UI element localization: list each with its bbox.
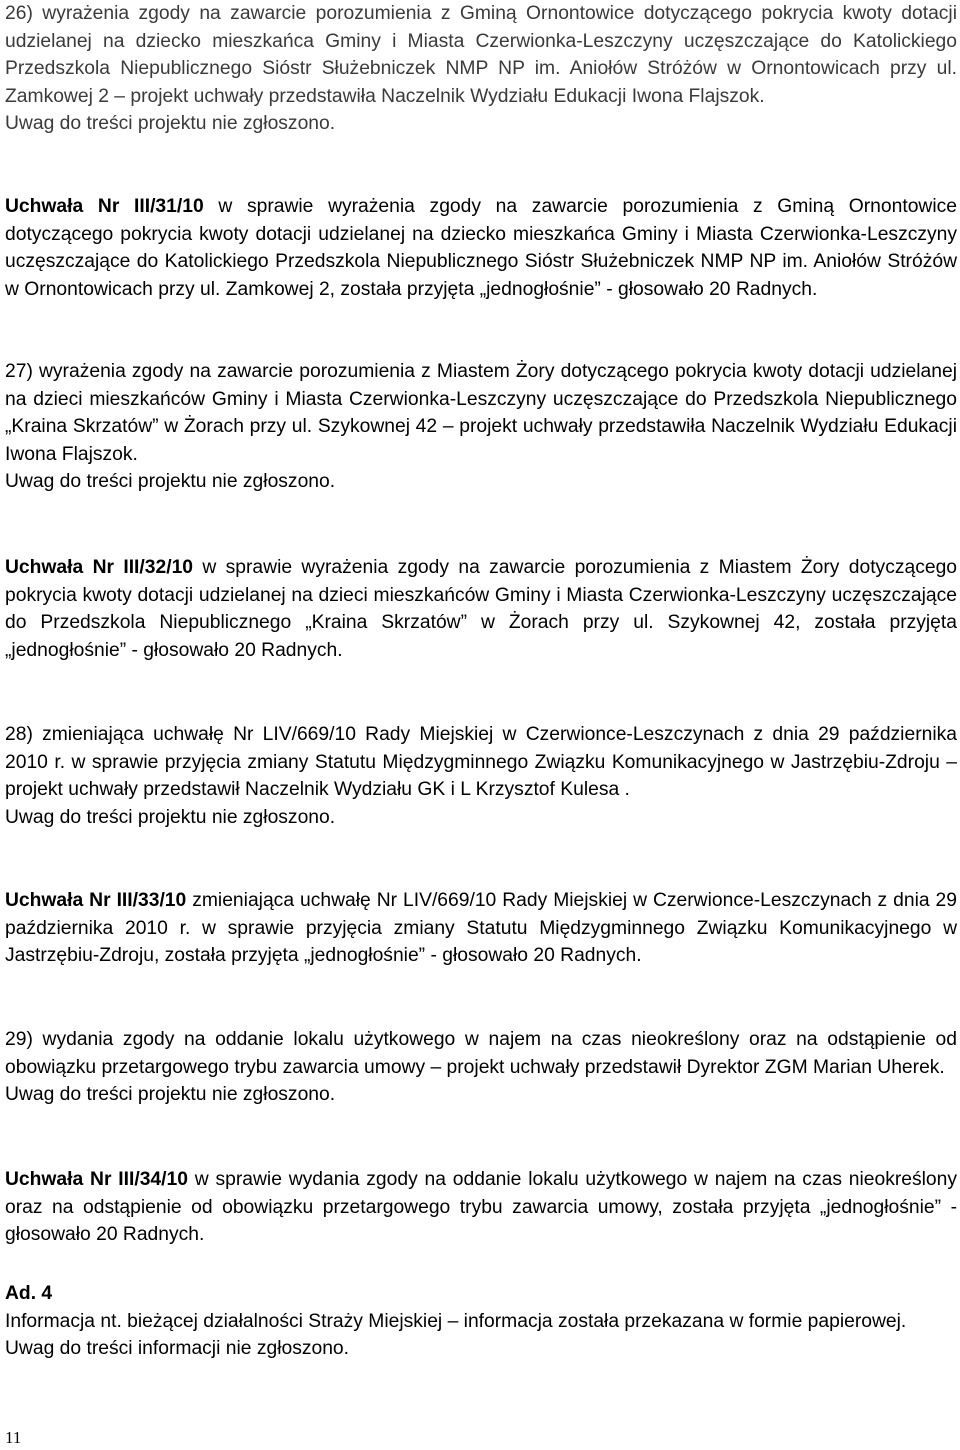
resolution-text: w sprawie wydania zgody na oddanie lokalu użytkowego w najem na czas nieokreślony oraz na odstąpienie od obowiązku przetargowego trybu zawarcia umowy, została przyjęta „jednogłośnie” - głosowało 20 Radnych.: [5, 1169, 958, 1246]
section-heading: Ad. 4: [5, 1283, 53, 1304]
section-ad-4: [5, 1280, 957, 1363]
resolution-label: Uchwała Nr III/33/10: [5, 890, 187, 911]
agenda-item-text: 26) wyrażenia zgody na zawarcie porozumienia z Gminą Ornontowice dotyczącego pokrycia kwoty dotacji udzielanej na dziecko mieszkańca Gminy i Miasta Czerwionka-Leszczyny uczęszczające do Katolickiego Przedszkola Niepublicznego Sióstr Służebniczek NMP NP im. Aniołów Stróżów w Ornontowicach przy ul. Zamkowej 2 – projekt uchwały przedstawiła Naczelnik Wydziału Edukacji Iwona Flajszok.: [5, 3, 957, 107]
agenda-item-26: [5, 0, 957, 138]
resolution-III-34-10: [5, 1166, 957, 1249]
resolution-III-33-10: [5, 887, 957, 970]
agenda-item-28: [5, 721, 957, 831]
agenda-item-text: 29) wydania zgody na oddanie lokalu użytkowego w najem na czas nieokreślony oraz na odstąpienie od obowiązku przetargowego trybu zawarcia umowy – projekt uchwały przedstawił Dyrektor ZGM Marian Uherek.: [5, 1029, 957, 1078]
remark-text: Uwag do treści projektu nie zgłoszono.: [5, 471, 336, 493]
resolution-III-32-10: [5, 554, 957, 664]
remark-text: Uwag do treści projektu nie zgłoszono.: [5, 1084, 336, 1106]
resolution-III-31-10: [5, 193, 957, 303]
remark-text: Uwag do treści informacji nie zgłoszono.: [5, 1338, 350, 1360]
agenda-item-29: [5, 1026, 957, 1109]
agenda-item-text: 28) zmieniająca uchwałę Nr LIV/669/10 Rady Miejskiej w Czerwionce-Leszczynach z dnia 29 października 2010 r. w sprawie przyjęcia zmiany Statutu Międzygminnego Związku Komunikacyjnego w Jastrzębiu-Zdroju – projekt uchwały przedstawił Naczelnik Wydziału GK i L Krzysztof Kulesa .: [5, 724, 957, 801]
agenda-item-27: [5, 358, 957, 496]
resolution-label: Uchwała Nr III/32/10: [5, 557, 194, 578]
agenda-item-text: 27) wyrażenia zgody na zawarcie porozumienia z Miastem Żory dotyczącego pokrycia kwoty dotacji udzielanej na dzieci mieszkańców Gminy i Miasta Czerwionka-Leszczyny uczęszczające do Przedszkola Niepublicznego „Kraina Skrzatów” w Żorach przy ul. Szykownej 42 – projekt uchwały przedstawiła Naczelnik Wydziału Edukacji Iwona Flajszok.: [5, 361, 957, 465]
remark-text: Uwag do treści projektu nie zgłoszono.: [5, 113, 336, 135]
resolution-label: Uchwała Nr III/31/10: [5, 196, 204, 217]
resolution-text: w sprawie wyrażenia zgody na zawarcie porozumienia z Gminą Ornontowice dotyczącego pokrycia kwoty dotacji udzielanej na dziecko mieszkańca Gminy i Miasta Czerwionka-Leszczyny uczęszczające do Katolickiego Przedszkola Niepublicznego Sióstr Służebniczek NMP NP im. Aniołów Stróżów w Ornontowicach przy ul. Zamkowej 2, została przyjęta „jednogłośnie” - głosowało 20 Radnych.: [5, 196, 958, 300]
resolution-text: w sprawie wyrażenia zgody na zawarcie porozumienia z Miastem Żory dotyczącego pokrycia kwoty dotacji udzielanej na dzieci mieszkańców Gminy i Miasta Czerwionka-Leszczyny uczęszczające do Przedszkola Niepublicznego „Kraina Skrzatów” w Żorach przy ul. Szykownej 42, została przyjęta „jednogłośnie” - głosowało 20 Radnych.: [5, 557, 958, 661]
page-number: 11: [5, 1428, 22, 1447]
resolution-text: zmieniająca uchwałę Nr LIV/669/10 Rady Miejskiej w Czerwionce-Leszczynach z dnia 29 października 2010 r. w sprawie przyjęcia zmiany Statutu Międzygminnego Związku Komunikacyjnego w Jastrzębiu-Zdroju, została przyjęta „jednogłośnie” - głosowało 20 Radnych.: [5, 890, 958, 967]
remark-text: Uwag do treści projektu nie zgłoszono.: [5, 806, 336, 828]
resolution-label: Uchwała Nr III/34/10: [5, 1169, 188, 1190]
section-text: Informacja nt. bieżącej działalności Straży Miejskiej – informacja została przekazana w formie papierowej.: [5, 1310, 907, 1332]
